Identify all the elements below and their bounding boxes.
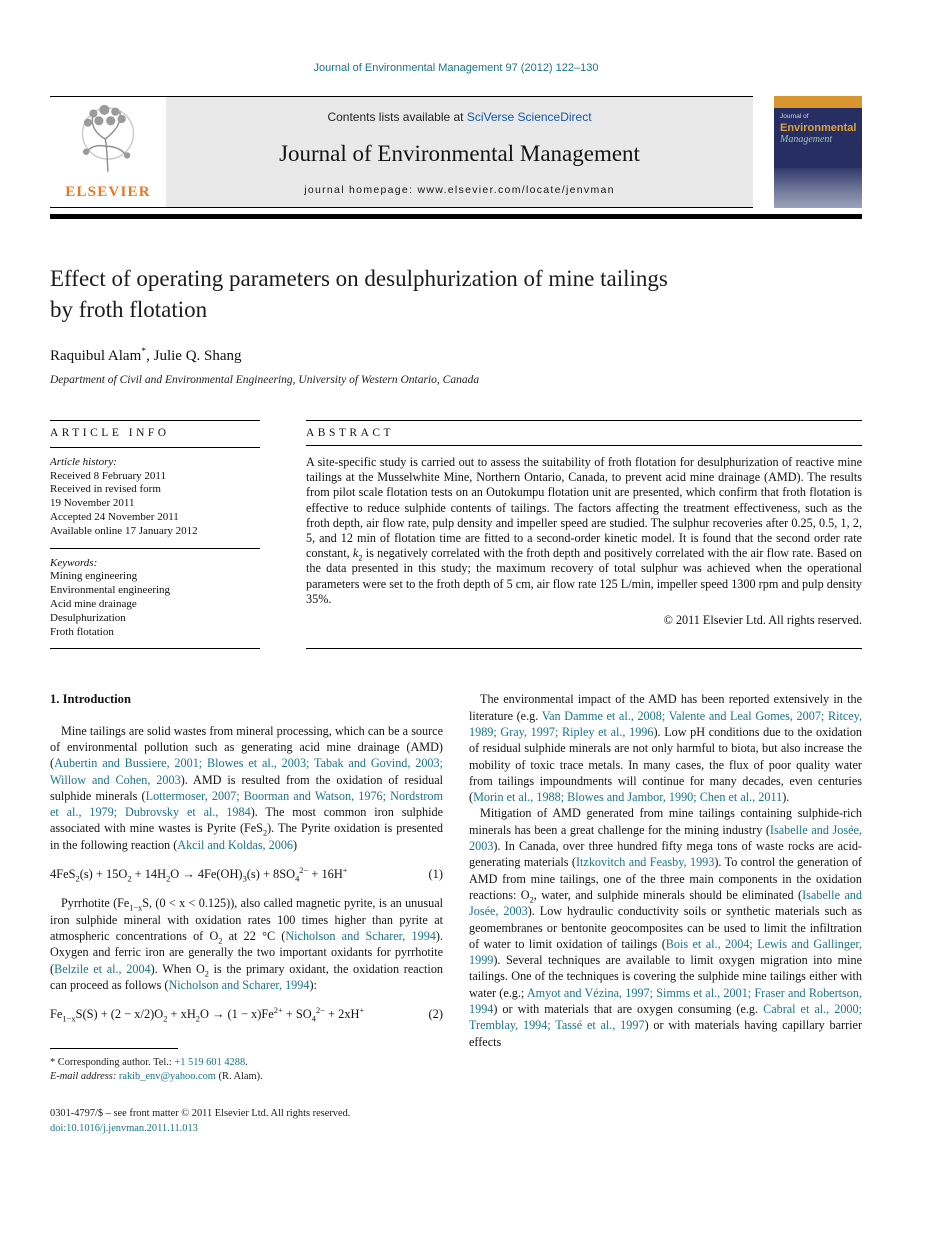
superscript: + [359,1004,365,1015]
elsevier-logo[interactable] [50,97,166,207]
equation-1 [50,866,443,882]
cover-line-journal-of: Journal of [780,113,809,120]
contents-line [174,110,745,124]
keyword: Environmental engineering [50,584,171,597]
equation-2 [50,1006,443,1022]
intro-paragraph-2: Pyrrhotite ($Fe_{1-x}S$, (0 < x < 0.125)), also called magnetic pyrite, is an unusual iron sulphide mineral with oxidation rates 100 times higher than pyrite at atmospheric concentrations of $O_2$ at 22 °C (Nicholson and Scharer, 1994). Oxygen and ferric iron are generally the two important oxidants for pyrrhotite (Belzile et al., 2004). When $O_2$ is the primary oxidant, the oxidation reaction can proceed as follows (Nicholson and Scharer, 1994): [50,896,444,992]
affiliation-line: Department of Civil and Environmental Engineering, University of Western Ontario, Canada [50,374,480,386]
subscript: 4 [295,873,300,884]
subscript: 2 [163,1013,168,1024]
subscript: 2 [529,895,534,905]
article-info-heading: ARTICLE INFO [50,420,260,448]
subscript: 3 [242,873,247,884]
italic-text: k [352,546,359,561]
cover-line-management: Management [780,134,833,145]
abstract-heading: ABSTRACT [306,420,862,446]
italic-text: E-mail address: [50,1071,117,1083]
equation-2-formula: $Fe_{1-x}S(S) + (2 - x/2)O_2 + xH_2O \to (1 - x)Fe^{2+} + SO_4^{2-} + 2xH^+$ [50,1004,365,1024]
inline-link[interactable]: Lottermoser, 2007; Boorman and Watson, 1976; Nordstrom et al., 1979; Dubrovsky et al., 1984 [50,788,443,820]
inline-link[interactable]: Nicholson and Scharer, 1994 [285,928,436,943]
superscript: 2− [299,864,309,875]
inline-link[interactable]: Itzkovitch and Feasby, 1993 [575,855,715,870]
journal-homepage-link[interactable]: journal homepage: www.elsevier.com/locate/jenvman [304,184,615,196]
journal-ref: Journal of Environmental Management 97 (2012) 122–130 [313,62,599,74]
history-line: Received 8 February 2011 [50,469,166,482]
abstract-column [306,420,862,649]
inline-link[interactable]: doi:10.1016/j.jenvman.2011.11.013 [50,1123,198,1135]
inline-link[interactable]: Amyot and Vézina, 1997; Simms et al., 2001; Fraser and Robertson, 1994 [469,985,862,1016]
keyword: Acid mine drainage [50,597,137,610]
keyword-list [50,570,260,639]
inline-link[interactable]: Belzile et al., 2004 [54,961,151,976]
subscript: 1−x [62,1013,76,1024]
keywords-block [50,549,260,649]
keyword: Froth flotation [50,625,114,638]
cover-line-environmental: Environmental [780,122,857,134]
inline-link[interactable]: Morin et al., 1988; Blowes and Jambor, 1990; Chen et al., 2011 [473,790,783,805]
body-right-column [469,691,862,1084]
equation-1-formula: $4FeS_2(s) + 15O_2 + 14H_2O \to 4Fe(OH)_3(s) + 8SO_4^{2-} + 16H^+$ [50,864,348,884]
superscript: * [141,346,147,357]
elsevier-tree-icon [67,102,149,176]
header-main [50,96,753,208]
inline-link[interactable]: rakib_env@yahoo.com [118,1071,216,1083]
inline-link[interactable]: Bois et al., 2004; Lewis and Gallinger, 1999 [469,936,862,968]
superscript: 2− [315,1004,325,1015]
inline-link[interactable]: Isabelle and Josée, 2003 [469,822,862,854]
article-title-line: Effect of operating parameters on desulphurization of mine tailings [50,266,668,291]
subscript: 4 [311,1013,316,1024]
inline-link[interactable]: Van Damme et al., 2008; Valente and Leal Gomes, 2007; Ritcey, 1989; Gray, 1997; Ripley et al., 1996 [469,708,863,739]
history-line: 19 November 2011 [50,497,135,510]
subscript: 2 [195,1013,200,1024]
article-history-lines [50,470,260,539]
elsevier-wordmark: ELSEVIER [65,184,151,200]
superscript: + [342,864,348,875]
cover-top-band [774,96,862,108]
history-line: Received in revised form [50,483,161,496]
meta-section [50,420,862,649]
keyword: Mining engineering [50,570,138,583]
keyword: Desulphurization [50,611,126,624]
equation-1-number: (1) [428,867,443,882]
article-title [50,263,810,325]
intro-paragraph-4: Mitigation of AMD generated from mine tailings containing sulphide-rich minerals has been a great challenge for the mining industry (Isabelle and Josée, 2003). In Canada, over three hundred fifty mega tons of waste rocks are acid-generating materials (Itzkovitch and Feasby, 1993). To control the generation of AMD from mine tailings, one of the three main components in the oxidation reactions: $O_2$, water, and sulphide minerals should be eliminated (Isabelle and Josée, 2003). Low hydraulic conductivity soils or synthetic materials such as geomembranes or bentonite geocomposites can be used to limit the infiltration of water to limit oxidation of tailings (Bois et al., 2004; Lewis and Gallinger, 1999). Several techniques are available to limit oxygen migration into mine tailings. One of the techniques is covering the sulphide mine tailings either with water (e.g.; Amyot and Vézina, 1997; Simms et al., 2001; Fraser and Robertson, 1994) or with materials that are oxygen consuming (e.g. Cabral et al., 2000; Tremblay, 1994; Tassé et al., 1997) or with materials having capillary barrier effects [469,806,863,1049]
keywords-label: Keywords: [50,556,98,569]
header-band [50,96,862,208]
header-rule [50,214,862,219]
intro-paragraph-1: Mine tailings are solid wastes from mineral processing, which can be a source of environmental pollution such as generating acid mine drainage (AMD) (Aubertin and Bussiere, 2001; Blowes et al., 2003; Tabak and Govind, 2003; Willow and Cohen, 2003). AMD is resulted from the oxidation of residual sulphide minerals (Lottermoser, 2007; Boorman and Watson, 1976; Nordstrom et al., 1979; Dubrovsky et al., 1984). The most common iron sulphide associated with mine wastes is Pyrite (FeS$_2$). The Pyrite oxidation is presented in the following reaction (Akcil and Koldas, 2006) [50,723,444,852]
article-info-column [50,420,260,649]
inline-link[interactable]: Aubertin and Bussiere, 2001; Blowes et al., 2003; Tabak and Govind, 2003; Willow and Cohen, 2003 [50,756,443,787]
subscript: 2 [166,873,171,884]
subscript: 2 [127,873,132,884]
article-history-block [50,448,260,548]
subscript: 1−x [129,903,143,913]
copyright-line: © 2011 Elsevier Ltd. All rights reserved. [663,613,862,628]
article-title-line: by froth flotation [50,297,208,322]
doi-line [50,1121,862,1136]
journal-title: Journal of Environmental Management [279,141,640,166]
article-body [50,691,862,1084]
abstract-text: A site-specific study is carried out to assess the suitability of froth flotation for desulphurization of reactive mine tailings at the Musselwhite Mine, Northern Ontario, Canada, to prevent acid mine drainage (AMD). The results from pilot scale flotation tests on an Outokumpu flotation unit are presented, which confirm that froth flotation is effective to reduce sulphide contents of tailings. The factors affecting the treatment effectiveness, such as the froth depth, air flow rate, pulp density and impeller speed are studied. The sulphur recoveries after 0.25, 0.5, 1, 2, 5, and 12 min of flotation time are fitted to a second-order kinetic model. It is found that the second order rate constant, $k_2$ is negatively correlated with the froth depth and positively correlated with the air flow rate. Based on the data presented in this study; the maximum recovery of total sulphur was achieved when the operational parameters were set to the froth depth of 5 cm, air flow rate 125 L/min, impeller speed 1300 rpm and pulp density 35%. [306,455,862,606]
body-left-column [50,691,443,1084]
subscript: 2 [218,936,223,946]
subscript: 2 [262,828,268,838]
journal-banner [166,97,753,207]
footnote-rule [50,1048,178,1049]
subscript: 2 [358,553,363,563]
authors-line: Raquibul Alam*, Julie Q. Shang [50,346,242,364]
history-line: Accepted 24 November 2011 [50,510,179,523]
article-history-label: Article history: [50,455,117,468]
sciverse-sciencedirect-link[interactable]: SciVerse ScienceDirect [466,110,592,124]
inline-link[interactable]: +1 519 601 4288 [174,1057,246,1069]
inline-link[interactable]: Akcil and Koldas, 2006 [177,837,294,852]
page-footer [50,1106,862,1136]
subscript: 2 [204,968,209,978]
inline-link[interactable]: Isabelle and Josée, 2003 [469,887,862,919]
contents-prefix: Contents lists available at [327,110,467,124]
footnote [50,1048,443,1084]
subscript: 2 [75,873,80,884]
inline-link[interactable]: Cabral et al., 2000; Tremblay, 1994; Tassé et al., 1997 [469,1002,862,1033]
equation-2-number: (2) [428,1007,443,1022]
inline-link[interactable]: Nicholson and Scharer, 1994 [168,977,310,992]
issn-copyright-line: 0301-4797/$ – see front matter © 2011 Elsevier Ltd. All rights reserved. [50,1108,351,1120]
journal-cover-thumbnail[interactable] [774,96,862,208]
cover-photo [774,168,862,208]
corresponding-author-note: * Corresponding author. Tel.: +1 519 601 4288. [50,1057,248,1069]
section-heading-introduction: 1. Introduction [50,692,131,707]
history-line: Available online 17 January 2012 [50,524,198,537]
intro-paragraph-3: The environmental impact of the AMD has been reported extensively in the literature (e.g. Van Damme et al., 2008; Valente and Leal Gomes, 2007; Ritcey, 1989; Gray, 1997; Ripley et al., 1996). Low pH conditions due to the oxidation of residual sulphide minerals are not only harmful to biota, but also increase the mobility of toxic trace metals. In many cases, the flux of poor quality water from tailings impoundments will continue for many decades, even centuries (Morin et al., 1988; Blowes and Jambor, 1990; Chen et al., 2011). [469,692,863,805]
superscript: 2+ [273,1004,283,1015]
email-note: E-mail address: rakib_env@yahoo.com (R. Alam). [50,1071,263,1083]
